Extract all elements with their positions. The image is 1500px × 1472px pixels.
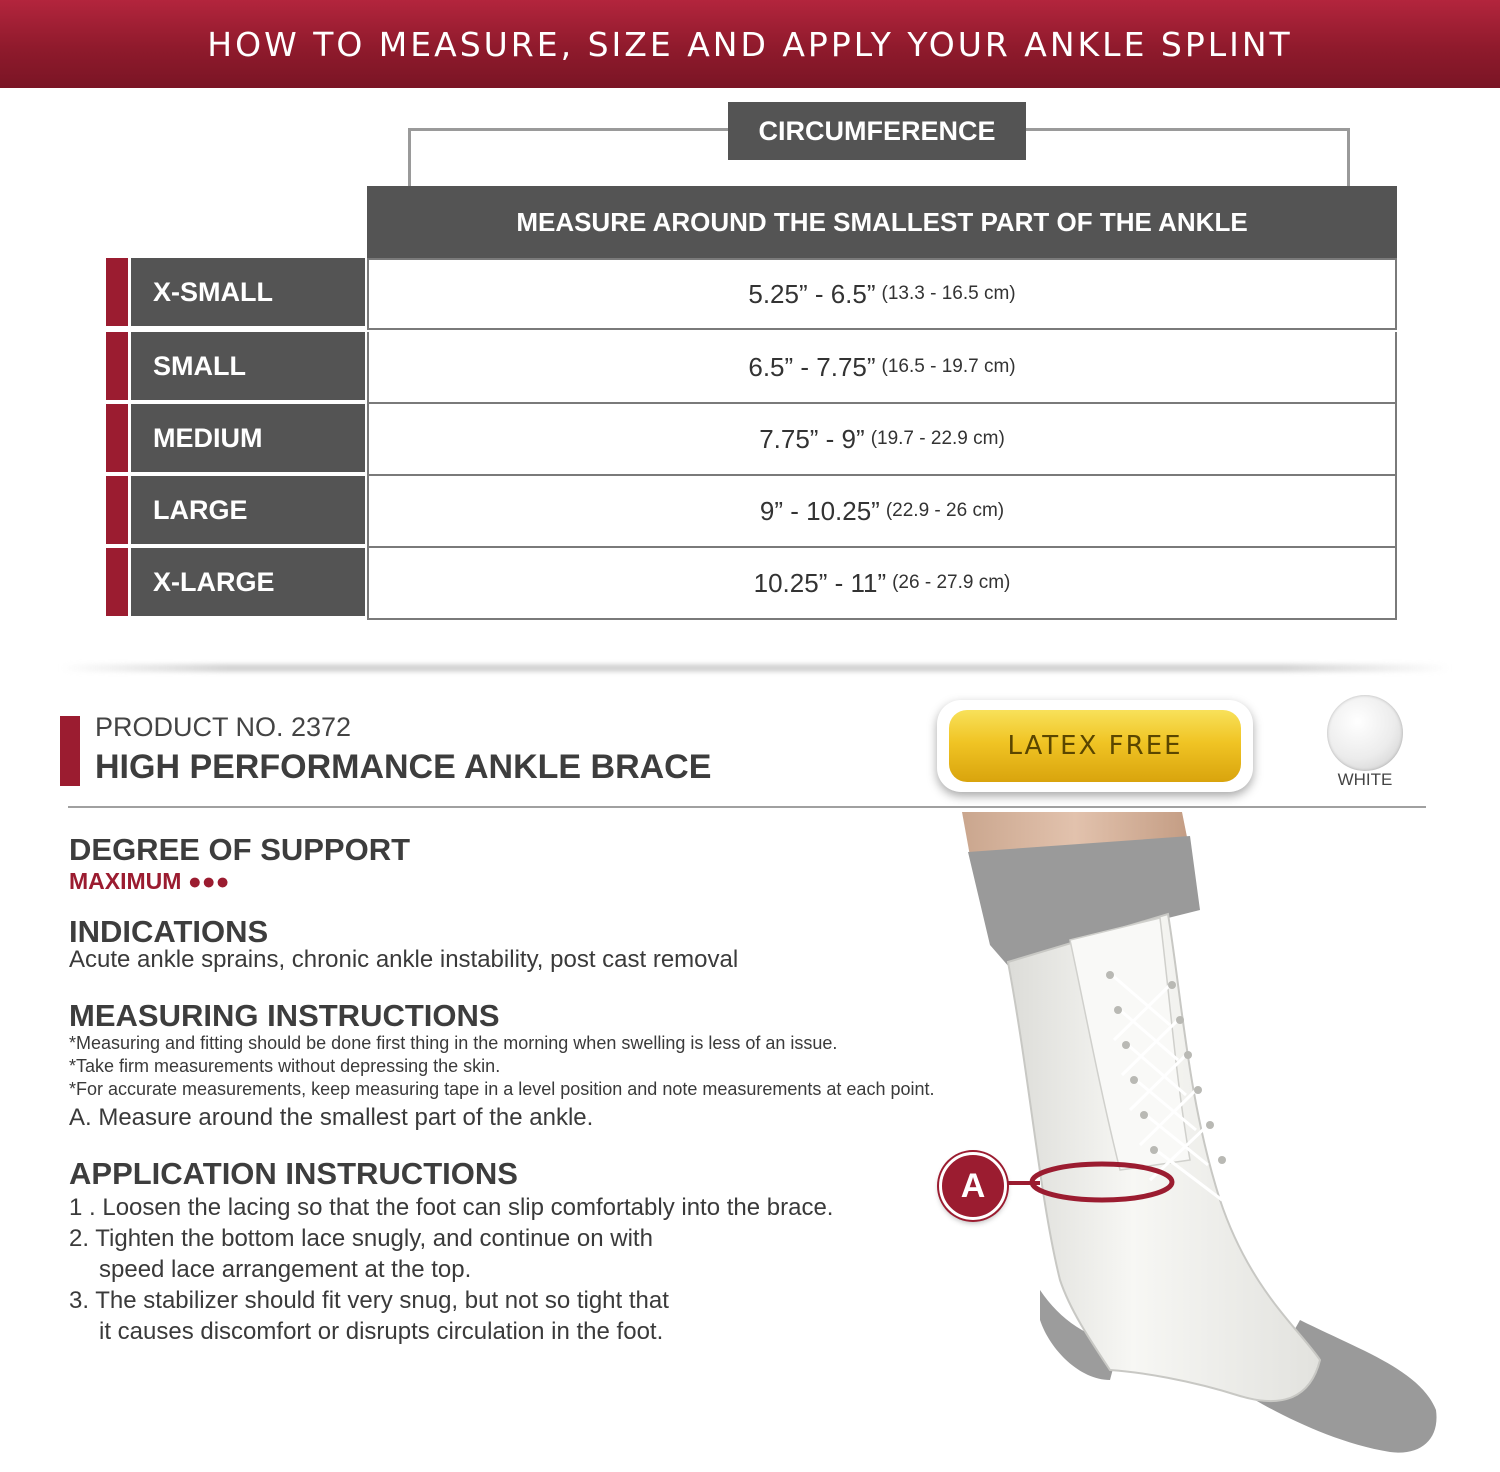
inch-range: 7.75” - 9”	[759, 423, 865, 454]
color-swatch-icon	[1327, 695, 1403, 771]
application-step: 2. Tighten the bottom lace snugly, and continue on with	[69, 1225, 653, 1252]
latex-free-label: LATEX FREE	[1007, 731, 1183, 761]
measuring-step-a: A. Measure around the smallest part of the ankle.	[69, 1104, 594, 1131]
application-step-continued: speed lace arrangement at the top.	[99, 1256, 472, 1283]
row-accent	[106, 258, 128, 326]
row-accent	[106, 332, 128, 400]
measuring-note: *For accurate measurements, keep measuring tape in a level position and note measurements at each point.	[69, 1079, 935, 1099]
latex-free-badge	[937, 700, 1253, 792]
size-row-x-small	[0, 258, 1500, 330]
header-banner	[0, 0, 1500, 88]
application-step: 1 . Loosen the lacing so that the foot can slip comfortably into the brace.	[69, 1194, 834, 1221]
application-step: 3. The stabilizer should fit very snug, but not so tight that	[69, 1287, 669, 1314]
size-label: MEDIUM	[131, 404, 365, 472]
product-accent-bar	[60, 716, 80, 786]
color-swatch-label: WHITE	[1337, 770, 1393, 789]
circumference-label: CIRCUMFERENCE	[728, 102, 1026, 160]
measure-column-header: MEASURE AROUND THE SMALLEST PART OF THE ANKLE	[367, 186, 1397, 258]
cm-range: (19.7 - 22.9 cm)	[870, 428, 1005, 449]
size-row-x-large	[0, 548, 1500, 620]
size-label: LARGE	[131, 476, 365, 544]
row-accent	[106, 476, 128, 544]
size-label: X-LARGE	[131, 548, 365, 616]
measuring-heading: MEASURING INSTRUCTIONS	[69, 998, 500, 1033]
measuring-note: *Take firm measurements without depressing the skin.	[69, 1056, 501, 1076]
inch-range: 5.25” - 6.5”	[748, 278, 876, 309]
support-level: MAXIMUM ●●●	[69, 868, 230, 894]
application-heading: APPLICATION INSTRUCTIONS	[69, 1156, 518, 1191]
indications-text: Acute ankle sprains, chronic ankle instability, post cast removal	[69, 946, 739, 973]
inch-range: 6.5” - 7.75”	[748, 351, 876, 382]
size-range-cell	[367, 476, 1397, 548]
size-row-medium	[0, 404, 1500, 476]
size-range-cell	[367, 258, 1397, 330]
inch-range: 10.25” - 11”	[753, 567, 887, 598]
cm-range: (16.5 - 19.7 cm)	[881, 356, 1016, 377]
size-label: X-SMALL	[131, 258, 365, 326]
cm-range: (26 - 27.9 cm)	[892, 572, 1011, 593]
size-range-cell	[367, 404, 1397, 476]
row-accent	[106, 548, 128, 616]
ankle-brace-illustration	[930, 800, 1450, 1472]
application-step-continued: it causes discomfort or disrupts circulation in the foot.	[99, 1318, 664, 1345]
product-number: PRODUCT NO. 2372	[95, 712, 352, 742]
size-row-small	[0, 332, 1500, 404]
section-divider	[60, 664, 1450, 672]
product-name: HIGH PERFORMANCE ANKLE BRACE	[95, 748, 712, 786]
indications-heading: INDICATIONS	[69, 914, 269, 949]
cm-range: (22.9 - 26 cm)	[885, 500, 1005, 521]
cm-range: (13.3 - 16.5 cm)	[881, 283, 1016, 304]
measure-point-a-marker: A	[939, 1152, 1007, 1220]
size-range-cell	[367, 548, 1397, 620]
page-title: HOW TO MEASURE, SIZE AND APPLY YOUR ANKLE SPLINT	[207, 24, 1293, 64]
row-accent	[106, 404, 128, 472]
size-label: SMALL	[131, 332, 365, 400]
inch-range: 9” - 10.25”	[759, 495, 880, 526]
support-heading: DEGREE OF SUPPORT	[69, 832, 411, 867]
measuring-note: *Measuring and fitting should be done first thing in the morning when swelling is less of an issue.	[69, 1033, 838, 1053]
size-range-cell	[367, 332, 1397, 404]
size-row-large	[0, 476, 1500, 548]
latex-free-badge-face	[949, 710, 1241, 782]
